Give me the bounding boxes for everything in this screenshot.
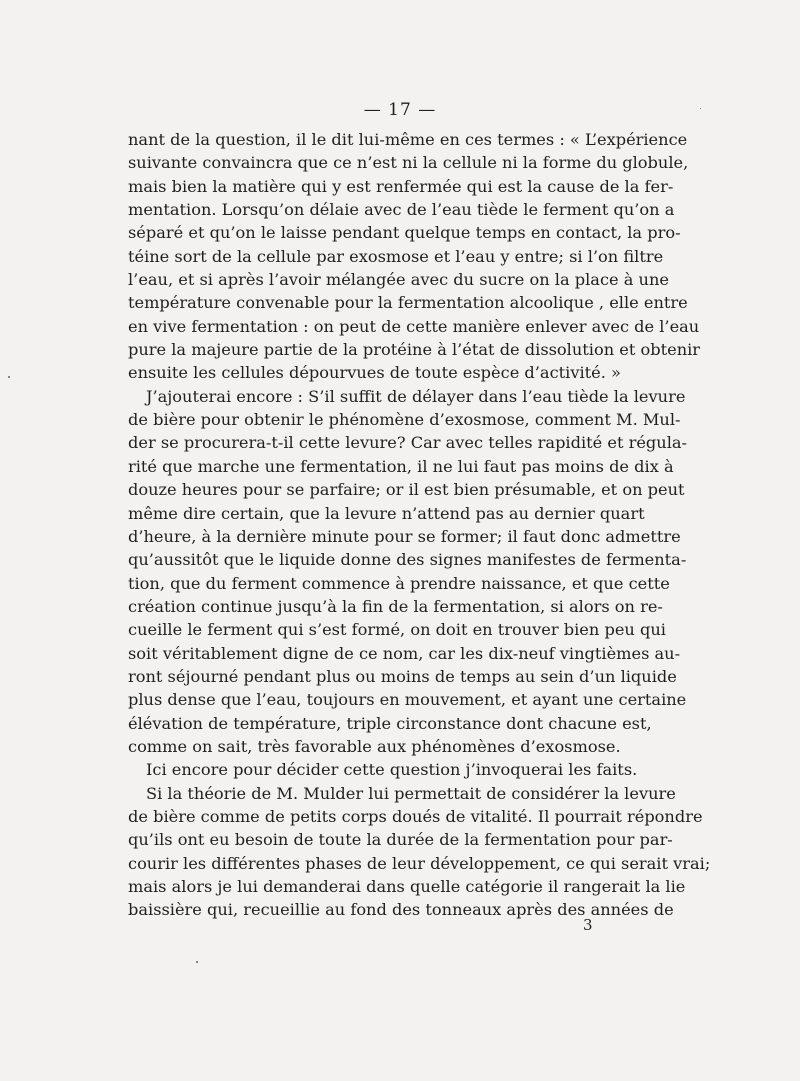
- text-line: der se procurera-t-il cette levure? Car avec telles rapidité et régula-: [128, 433, 688, 453]
- text-line: Ici encore pour décider cette question j’invoquerai les faits.: [146, 760, 638, 780]
- text-line: douze heures pour se parfaire; or il est bien présumable, et on peut: [128, 480, 685, 500]
- text-line: téine sort de la cellule par exosmose et l’eau y entre; si l’on filtre: [128, 246, 664, 266]
- text-line: de bière comme de petits corps doués de vitalité. Il pourrait répondre: [128, 806, 703, 826]
- paper-speck: [196, 961, 198, 963]
- text-line: Si la théorie de M. Mulder lui permettait de considérer la levure: [146, 783, 676, 803]
- text-line: nant de la question, il le dit lui-même en ces termes : « L’expérience: [128, 130, 688, 149]
- text-line: pure la majeure partie de la protéine à l’état de dissolution et obtenir: [128, 340, 701, 360]
- body-text: [128, 128, 711, 922]
- text-line: courir les différentes phases de leur développement, ce qui serait vrai;: [128, 853, 711, 873]
- text-line: qu’ils ont eu besoin de toute la durée de la fermentation pour par-: [128, 830, 673, 850]
- text-line: même dire certain, que la levure n’attend pas au dernier quart: [128, 503, 645, 523]
- text-line: comme on sait, très favorable aux phénomènes d’exosmose.: [128, 736, 621, 756]
- text-line: cueille le ferment qui s’est formé, on doit en trouver bien peu qui: [128, 620, 666, 640]
- paper-speck: [700, 108, 701, 109]
- text-line: ensuite les cellules dépourvues de toute espèce d’activité. »: [128, 363, 621, 383]
- text-line: mais alors je lui demanderai dans quelle catégorie il rangerait la lie: [128, 877, 686, 896]
- text-line: de bière pour obtenir le phénomène d’exosmose, comment M. Mul-: [128, 410, 681, 430]
- text-line: rité que marche une fermentation, il ne lui faut pas moins de dix à: [128, 456, 674, 476]
- text-line: qu’aussitôt que le liquide donne des signes manifestes de fermenta-: [128, 550, 687, 570]
- text-line: mentation. Lorsqu’on délaie avec de l’eau tiède le ferment qu’on a: [128, 200, 675, 220]
- text-line: l’eau, et si après l’avoir mélangée avec du sucre on la place à une: [128, 270, 669, 290]
- paper-speck: [8, 376, 10, 378]
- text-line: ront séjourné pendant plus ou moins de temps au sein d’un liquide: [128, 666, 677, 686]
- text-line: température convenable pour la fermentation alcoolique , elle entre: [128, 293, 688, 313]
- signature-mark: 3: [583, 916, 593, 934]
- text-line: mais bien la matière qui y est renfermée qui est la cause de la fer-: [128, 176, 674, 196]
- text-line: création continue jusqu’à la fin de la fermentation, si alors on re-: [128, 596, 663, 616]
- text-line: baissière qui, recueillie au fond des tonneaux après des années de: [128, 900, 674, 920]
- text-line: plus dense que l’eau, toujours en mouvement, et ayant une certaine: [128, 690, 687, 710]
- text-line: soit véritablement digne de ce nom, car les dix-neuf vingtièmes au-: [128, 643, 681, 663]
- text-line: tion, que du ferment commence à prendre naissance, et que cette: [128, 573, 670, 593]
- page-number: — 17 —: [363, 100, 437, 120]
- text-line: suivante convaincra que ce n’est ni la cellule ni la forme du globule,: [128, 153, 689, 173]
- text-line: élévation de température, triple circonstance dont chacune est,: [128, 713, 652, 733]
- text-line: en vive fermentation : on peut de cette manière enlever avec de l’eau: [128, 316, 700, 336]
- text-line: d’heure, à la dernière minute pour se former; il faut donc admettre: [128, 526, 681, 546]
- text-line: J’ajouterai encore : S’il suffit de délayer dans l’eau tiède la levure: [146, 386, 686, 406]
- text-line: séparé et qu’on le laisse pendant quelque temps en contact, la pro-: [128, 223, 681, 243]
